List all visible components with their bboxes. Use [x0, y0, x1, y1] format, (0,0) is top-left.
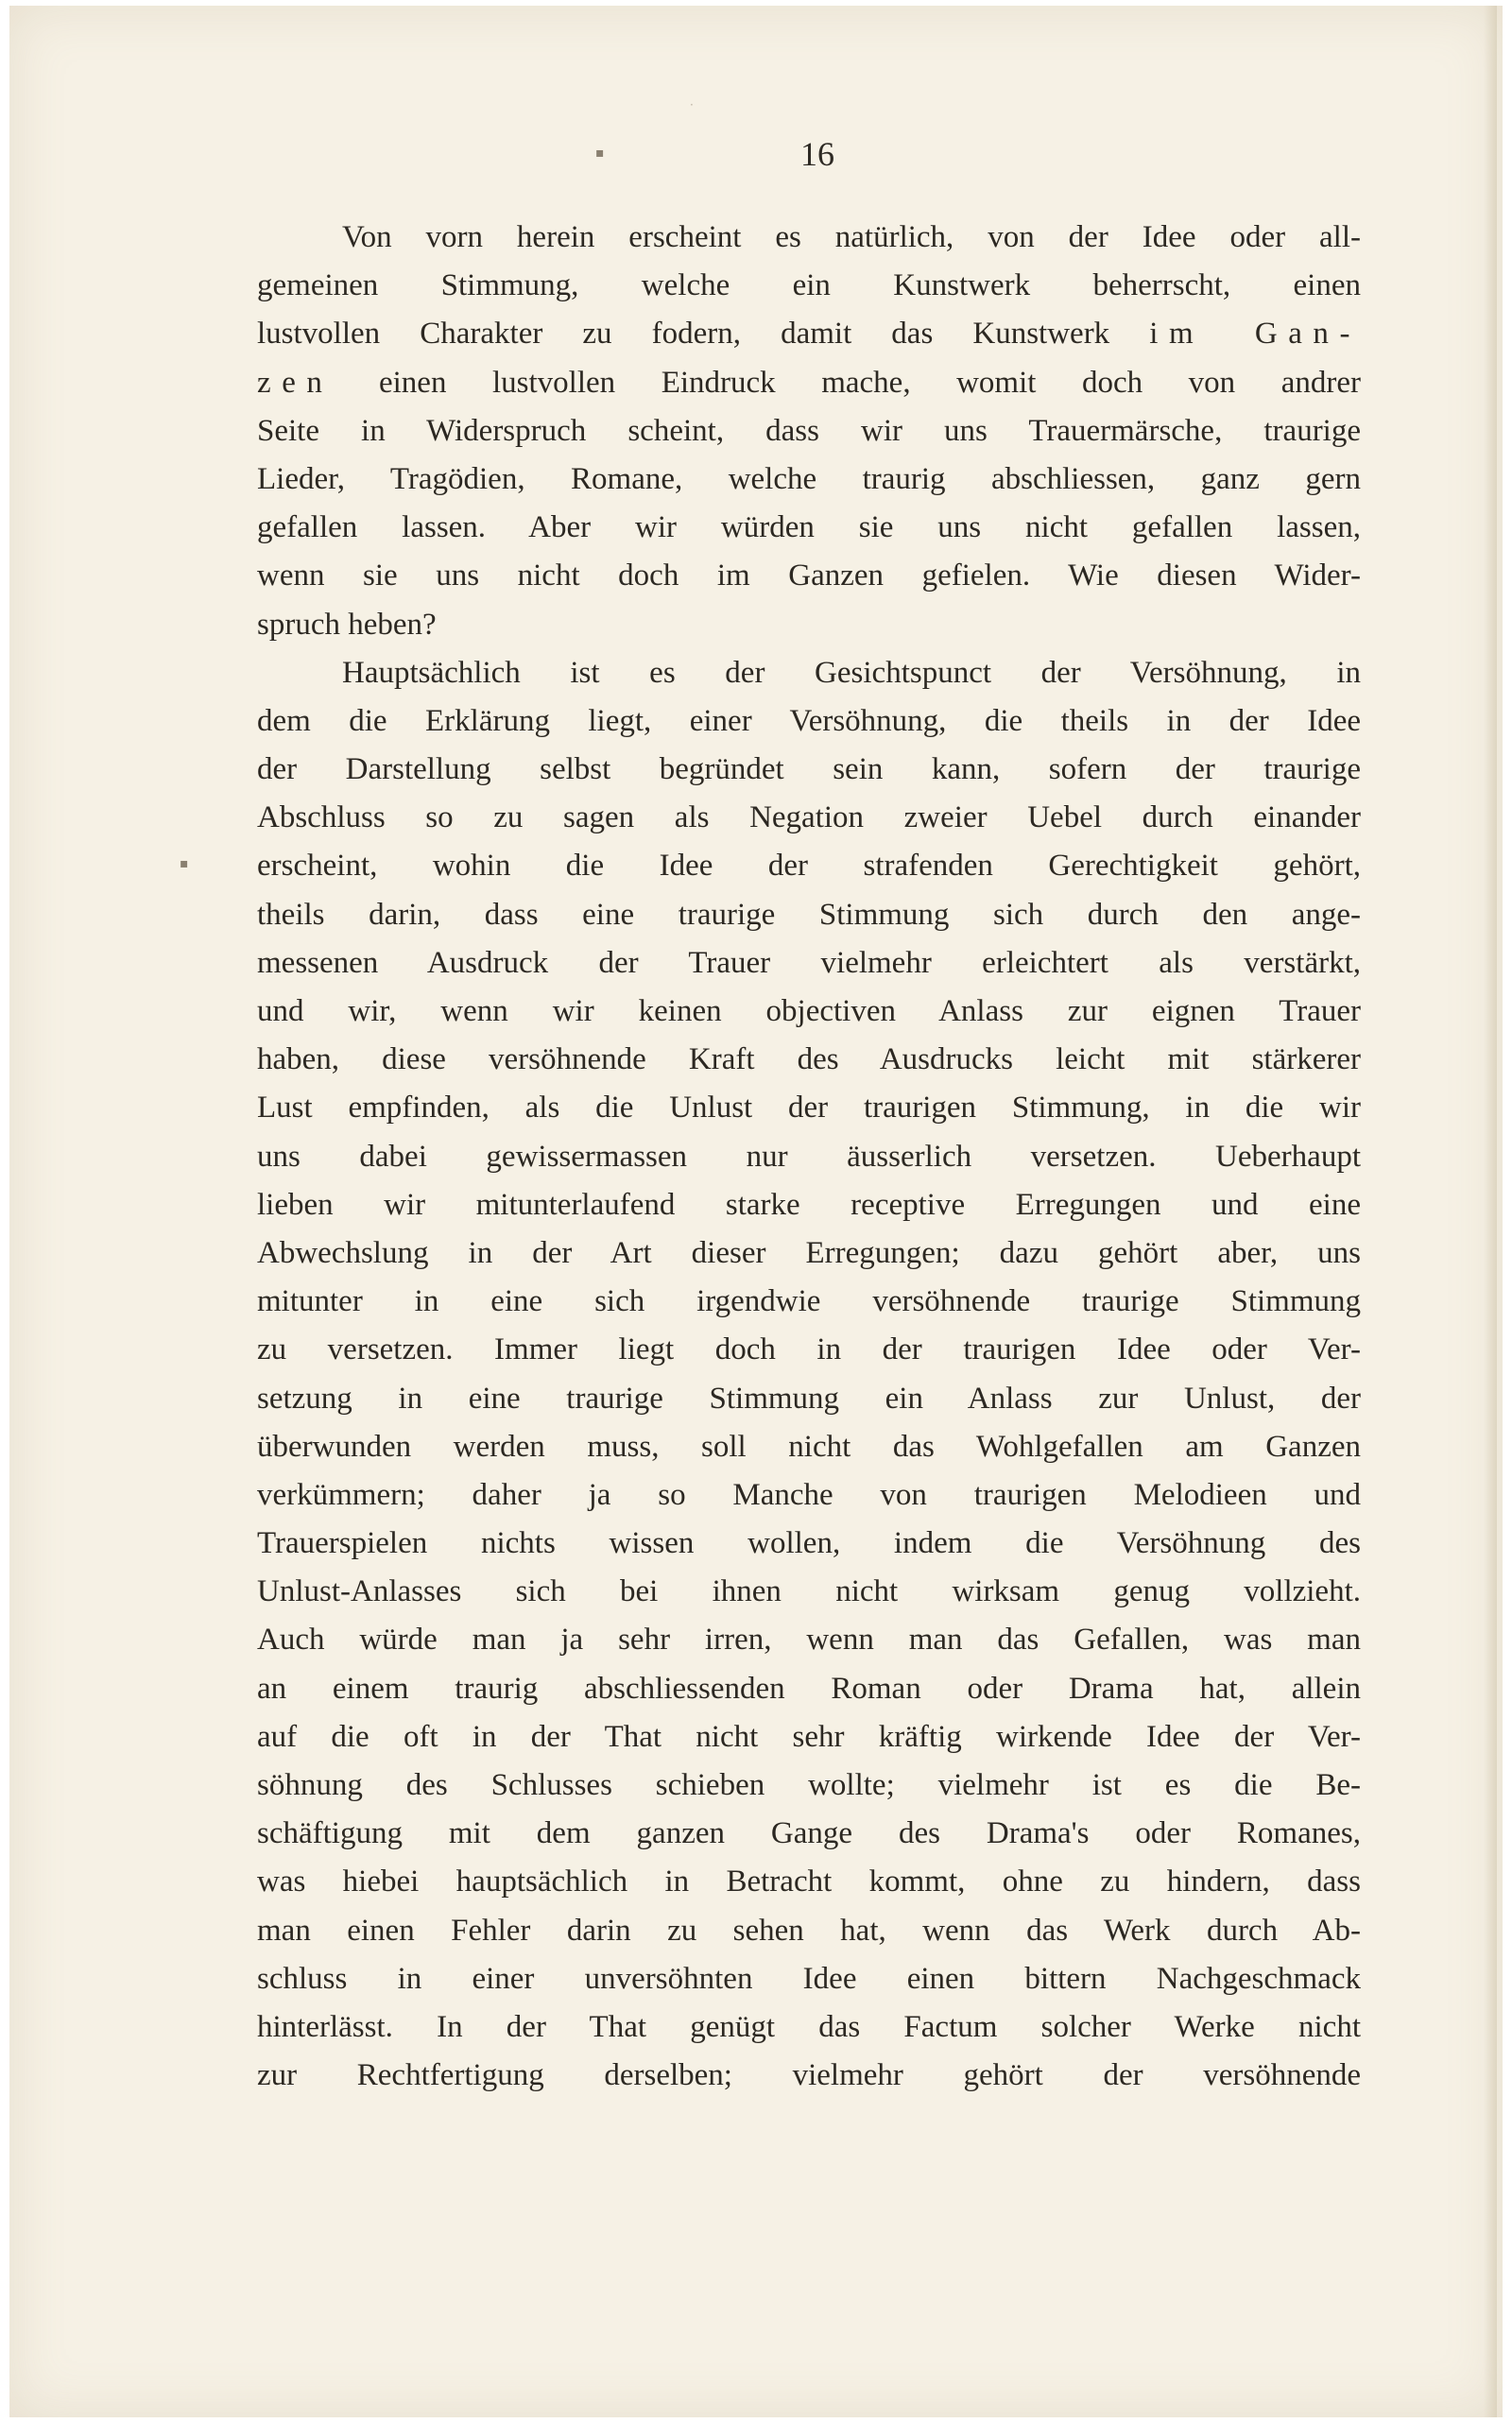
text-line: überwunden werden muss, soll nicht das Wohlgefallen am Ganzen — [257, 1429, 1361, 1464]
text-line: Abwechslung in der Art dieser Erregungen; dazu gehört aber, uns — [257, 1235, 1361, 1270]
text-line: Auch würde man ja sehr irren, wenn man das Gefallen, was man — [257, 1623, 1361, 1658]
text-line: zen einen lustvollen Eindruck mache, womit doch von andrer — [257, 365, 1361, 400]
text-line: gemeinen Stimmung, welche ein Kunstwerk beherrscht, einen — [257, 268, 1361, 303]
text-line: theils darin, dass eine traurige Stimmung sich durch den ange- — [257, 897, 1361, 932]
text-line: erscheint, wohin die Idee der strafenden Gerechtigkeit gehört, — [257, 849, 1361, 884]
emphasized-text: zen — [257, 365, 334, 400]
text-line: lustvollen Charakter zu fodern, damit das Kunstwerk im Gan- — [257, 317, 1361, 352]
text-line: söhnung des Schlusses schieben wollte; vielmehr ist es die Be- — [257, 1768, 1361, 1802]
text-line: der Darstellung selbst begründet sein kann, sofern der traurige — [257, 752, 1361, 787]
text-line: spruch heben? — [257, 607, 437, 642]
text-line: schäftigung mit dem ganzen Gange des Drama's oder Romanes, — [257, 1816, 1361, 1851]
text-line: mitunter in eine sich irgendwie versöhnende traurige Stimmung — [257, 1284, 1361, 1319]
text-line: lieben wir mitunterlaufend starke receptive Erregungen und eine — [257, 1187, 1361, 1222]
text-line: und wir, wenn wir keinen objectiven Anlass zur eignen Trauer — [257, 994, 1361, 1028]
text-line: man einen Fehler darin zu sehen hat, wenn das Werk durch Ab- — [257, 1913, 1361, 1948]
text-line: dem die Erklärung liegt, einer Versöhnung, die theils in der Idee — [257, 703, 1361, 738]
emphasized-text: im Gan- — [1149, 317, 1361, 352]
text-line: verkümmern; daher ja so Manche von traurigen Melodieen und — [257, 1477, 1361, 1512]
text-line: Trauerspielen nichts wissen wollen, indem die Versöhnung des — [257, 1526, 1361, 1561]
text-line: Abschluss so zu sagen als Negation zweier Uebel durch einander — [257, 800, 1361, 835]
text-line: Lust empfinden, als die Unlust der traurigen Stimmung, in die wir — [257, 1091, 1361, 1126]
body-text — [257, 214, 1361, 2100]
ink-speck: ▪ — [595, 146, 605, 161]
ink-speck: ▪ — [180, 856, 189, 871]
text-line: uns dabei gewissermassen nur äusserlich versetzen. Ueberhaupt — [257, 1139, 1361, 1174]
text-line: wenn sie uns nicht doch im Ganzen gefielen. Wie diesen Wider- — [257, 558, 1361, 593]
page-number: 16 — [800, 135, 834, 173]
page-edge-shadow — [1484, 6, 1497, 2417]
text-line: Lieder, Tragödien, Romane, welche traurig abschliessen, ganz gern — [257, 461, 1361, 496]
text-line: gefallen lassen. Aber wir würden sie uns nicht gefallen lassen, — [257, 510, 1361, 545]
text-line: messenen Ausdruck der Trauer vielmehr erleichtert als verstärkt, — [257, 945, 1361, 980]
text-line: hinterlässt. In der That genügt das Factum solcher Werke nicht — [257, 2009, 1361, 2044]
text-line: zu versetzen. Immer liegt doch in der traurigen Idee oder Ver- — [257, 1332, 1361, 1367]
text-line: setzung in eine traurige Stimmung ein Anlass zur Unlust, der — [257, 1381, 1361, 1416]
text-line: haben, diese versöhnende Kraft des Ausdrucks leicht mit stärkerer — [257, 1042, 1361, 1077]
book-page — [9, 6, 1503, 2417]
text-line: Unlust-Anlasses sich bei ihnen nicht wirksam genug vollzieht. — [257, 1574, 1361, 1609]
text-line: Von vorn herein erscheint es natürlich, von der Idee oder all- — [342, 220, 1361, 254]
text-line: schluss in einer unversöhnten Idee einen bittern Nachgeschmack — [257, 1961, 1361, 1996]
text-line: auf die oft in der That nicht sehr kräftig wirkende Idee der Ver- — [257, 1719, 1361, 1754]
text-line: Hauptsächlich ist es der Gesichtspunct der Versöhnung, in — [342, 655, 1361, 690]
text-line: Seite in Widerspruch scheint, dass wir uns Trauermärsche, traurige — [257, 413, 1361, 448]
text-line: an einem traurig abschliessenden Roman oder Drama hat, allein — [257, 1671, 1361, 1706]
text-line: was hiebei hauptsächlich in Betracht kommt, ohne zu hindern, dass — [257, 1865, 1361, 1899]
ink-speck: · — [690, 98, 694, 112]
text-line: zur Rechtfertigung derselben; vielmehr gehört der versöhnende — [257, 2058, 1361, 2093]
